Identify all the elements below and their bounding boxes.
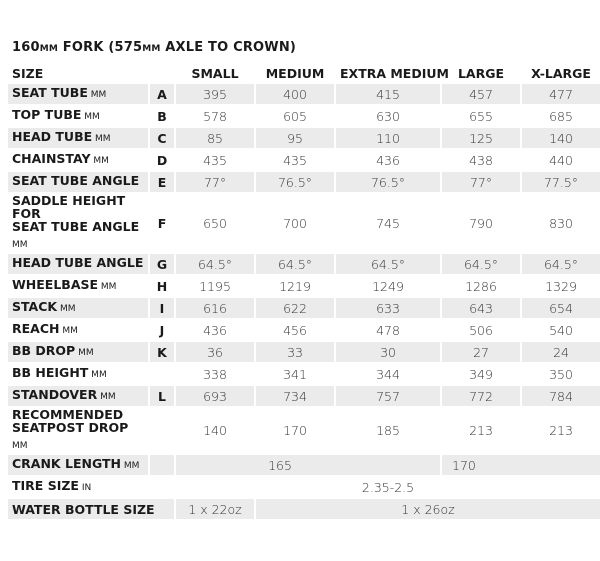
- value-cell: 64.5°: [256, 254, 334, 274]
- table-title: 160MM FORK (575MM AXLE TO CROWN): [12, 40, 297, 55]
- table-row: [8, 84, 600, 104]
- small-header: SMALL: [191, 65, 239, 81]
- table-row-water-bottle: [8, 499, 600, 519]
- value-cell: 85: [176, 128, 254, 148]
- value-cell: 170: [283, 423, 307, 438]
- value-cell: 64.5°: [176, 254, 254, 274]
- value-cell: 654: [522, 298, 600, 318]
- row-code: I: [150, 298, 174, 318]
- value-cell: 341: [283, 366, 307, 382]
- value-cell: 395: [176, 84, 254, 104]
- row-label: SADDLE HEIGHT FOR: [12, 193, 126, 221]
- value-cell: 415: [336, 84, 440, 104]
- medium-header: MEDIUM: [265, 65, 325, 81]
- table-row: [8, 106, 600, 126]
- row-code: [150, 408, 174, 453]
- value-cell: 643: [442, 298, 520, 318]
- value-cell: 436: [376, 152, 400, 168]
- value-cell: 436: [203, 322, 227, 338]
- value-cell: 76.5°: [336, 172, 440, 192]
- row-label: HEAD TUBE: [12, 129, 93, 144]
- value-cell: 338: [203, 366, 227, 382]
- row-label: STACK: [12, 299, 58, 314]
- row-unit: MM: [92, 134, 111, 144]
- value-cell: 435: [203, 152, 227, 168]
- row-unit: MM: [98, 282, 117, 292]
- value-cell: 633: [336, 298, 440, 318]
- value-cell: 27: [442, 342, 520, 362]
- table-row: [8, 386, 600, 406]
- table-row: [8, 320, 600, 340]
- value-cell: 693: [176, 386, 254, 406]
- value-cell: 440: [549, 152, 573, 168]
- table-row: [8, 128, 600, 148]
- table-row: [8, 408, 600, 453]
- row-label: WHEELBASE: [12, 277, 99, 292]
- row-code: F: [157, 215, 167, 231]
- value-cell: 24: [522, 342, 600, 362]
- header-row: [8, 64, 600, 82]
- row-unit: MM: [59, 326, 78, 336]
- row-label: BB DROP: [12, 343, 76, 358]
- value-cell: 2.35-2.5: [361, 479, 415, 495]
- row-code: H: [156, 278, 168, 294]
- value-cell: 349: [469, 366, 493, 382]
- row-code: J: [159, 322, 165, 338]
- row-unit: IN: [78, 483, 92, 493]
- value-cell: 30: [336, 342, 440, 362]
- row-unit: MM: [57, 304, 76, 314]
- value-cell: 1249: [372, 278, 404, 294]
- value-cell: 1329: [545, 278, 577, 294]
- row-unit: MM: [88, 370, 107, 380]
- value-cell: 350: [549, 366, 573, 382]
- value-cell: 745: [376, 215, 400, 231]
- value-cell: 540: [549, 322, 573, 338]
- value-cell: 1 x 22oz: [176, 499, 254, 519]
- row-label: REACH: [12, 321, 60, 336]
- row-code: C: [150, 128, 174, 148]
- value-cell: 110: [336, 128, 440, 148]
- value-cell: 400: [256, 84, 334, 104]
- row-code: E: [150, 172, 174, 192]
- value-cell: 165: [176, 455, 440, 475]
- value-cell: 213: [469, 423, 493, 438]
- row-label: CRANK LENGTH: [12, 456, 121, 471]
- value-cell: 506: [469, 322, 493, 338]
- table-row: [8, 342, 600, 362]
- value-cell: 830: [549, 215, 573, 231]
- row-code: [150, 364, 174, 384]
- table-row: [8, 150, 600, 170]
- table-row: [8, 276, 600, 296]
- table-row: [8, 172, 600, 192]
- value-cell: 784: [522, 386, 600, 406]
- row-unit: MM: [81, 112, 100, 122]
- value-cell: 700: [283, 215, 307, 231]
- value-cell: 435: [283, 152, 307, 168]
- row-code: G: [150, 254, 174, 274]
- value-cell: 616: [176, 298, 254, 318]
- value-cell: 76.5°: [256, 172, 334, 192]
- value-cell: 438: [469, 152, 493, 168]
- row-unit: MM: [75, 348, 94, 358]
- geometry-table: [6, 62, 600, 521]
- row-unit: MM: [120, 461, 140, 471]
- row-unit: MM: [90, 156, 109, 166]
- value-cell: 790: [469, 215, 493, 231]
- row-label: BB HEIGHT: [12, 365, 89, 380]
- value-cell: 64.5°: [522, 254, 600, 274]
- value-cell: 655: [469, 108, 493, 124]
- large-header: LARGE: [457, 65, 505, 81]
- row-label: SEAT TUBE ANGLE: [12, 173, 140, 188]
- table-row: [8, 254, 600, 274]
- value-cell: 734: [256, 386, 334, 406]
- value-cell: 478: [376, 322, 400, 338]
- table-row-crank-length: [8, 455, 600, 475]
- value-cell: 578: [203, 108, 227, 124]
- extra-medium-header: EXTRA MEDIUM: [340, 65, 449, 81]
- row-label: TOP TUBE: [12, 107, 82, 122]
- row-label: RECOMMENDED: [12, 407, 124, 422]
- value-cell: 36: [176, 342, 254, 362]
- value-cell: 1286: [465, 278, 497, 294]
- value-cell: 77°: [176, 172, 254, 192]
- row-label-line2: SEATPOST DROP: [12, 420, 129, 435]
- value-cell: 1219: [279, 278, 311, 294]
- value-cell: 456: [283, 322, 307, 338]
- row-code: L: [150, 386, 174, 406]
- value-cell: 685: [549, 108, 573, 124]
- table-row-tire-size: [8, 477, 600, 497]
- row-label: SEAT TUBE: [12, 85, 88, 100]
- value-cell: 477: [522, 84, 600, 104]
- row-code: K: [150, 342, 174, 362]
- value-cell: 64.5°: [336, 254, 440, 274]
- value-cell: 457: [442, 84, 520, 104]
- value-cell: 757: [336, 386, 440, 406]
- row-unit: MM: [12, 240, 28, 250]
- value-cell: 125: [442, 128, 520, 148]
- value-cell: 64.5°: [442, 254, 520, 274]
- row-unit: MM: [87, 90, 107, 100]
- row-label: TIRE SIZE: [12, 478, 79, 493]
- value-cell: 140: [522, 128, 600, 148]
- value-cell: 772: [442, 386, 520, 406]
- value-cell: 185: [376, 423, 400, 438]
- row-code: B: [157, 108, 167, 124]
- table-row: [8, 194, 600, 252]
- size-header: SIZE: [12, 65, 44, 81]
- value-cell: 33: [256, 342, 334, 362]
- row-unit: MM: [12, 441, 28, 451]
- table-row: [8, 364, 600, 384]
- row-label-line2: SEAT TUBE ANGLE: [12, 219, 140, 234]
- row-unit: MM: [97, 392, 116, 402]
- value-cell: 1195: [199, 278, 231, 294]
- x-large-header: X-LARGE: [531, 65, 591, 81]
- value-cell: 140: [203, 423, 227, 438]
- value-cell: 213: [549, 423, 573, 438]
- row-code: A: [150, 84, 174, 104]
- value-cell: 1 x 26oz: [256, 499, 600, 519]
- row-label: WATER BOTTLE SIZE: [12, 501, 155, 517]
- value-cell: 344: [376, 366, 400, 382]
- row-label: STANDOVER: [12, 387, 98, 402]
- value-cell: 622: [256, 298, 334, 318]
- value-cell: 650: [203, 215, 227, 231]
- row-label: HEAD TUBE ANGLE: [12, 255, 144, 270]
- value-cell: 95: [256, 128, 334, 148]
- value-cell: 630: [376, 108, 400, 124]
- value-cell: 170: [442, 455, 600, 475]
- value-cell: 605: [283, 108, 307, 124]
- row-code: D: [156, 152, 168, 168]
- table-row: [8, 298, 600, 318]
- value-cell: 77°: [442, 172, 520, 192]
- value-cell: 77.5°: [522, 172, 600, 192]
- row-label: CHAINSTAY: [12, 151, 91, 166]
